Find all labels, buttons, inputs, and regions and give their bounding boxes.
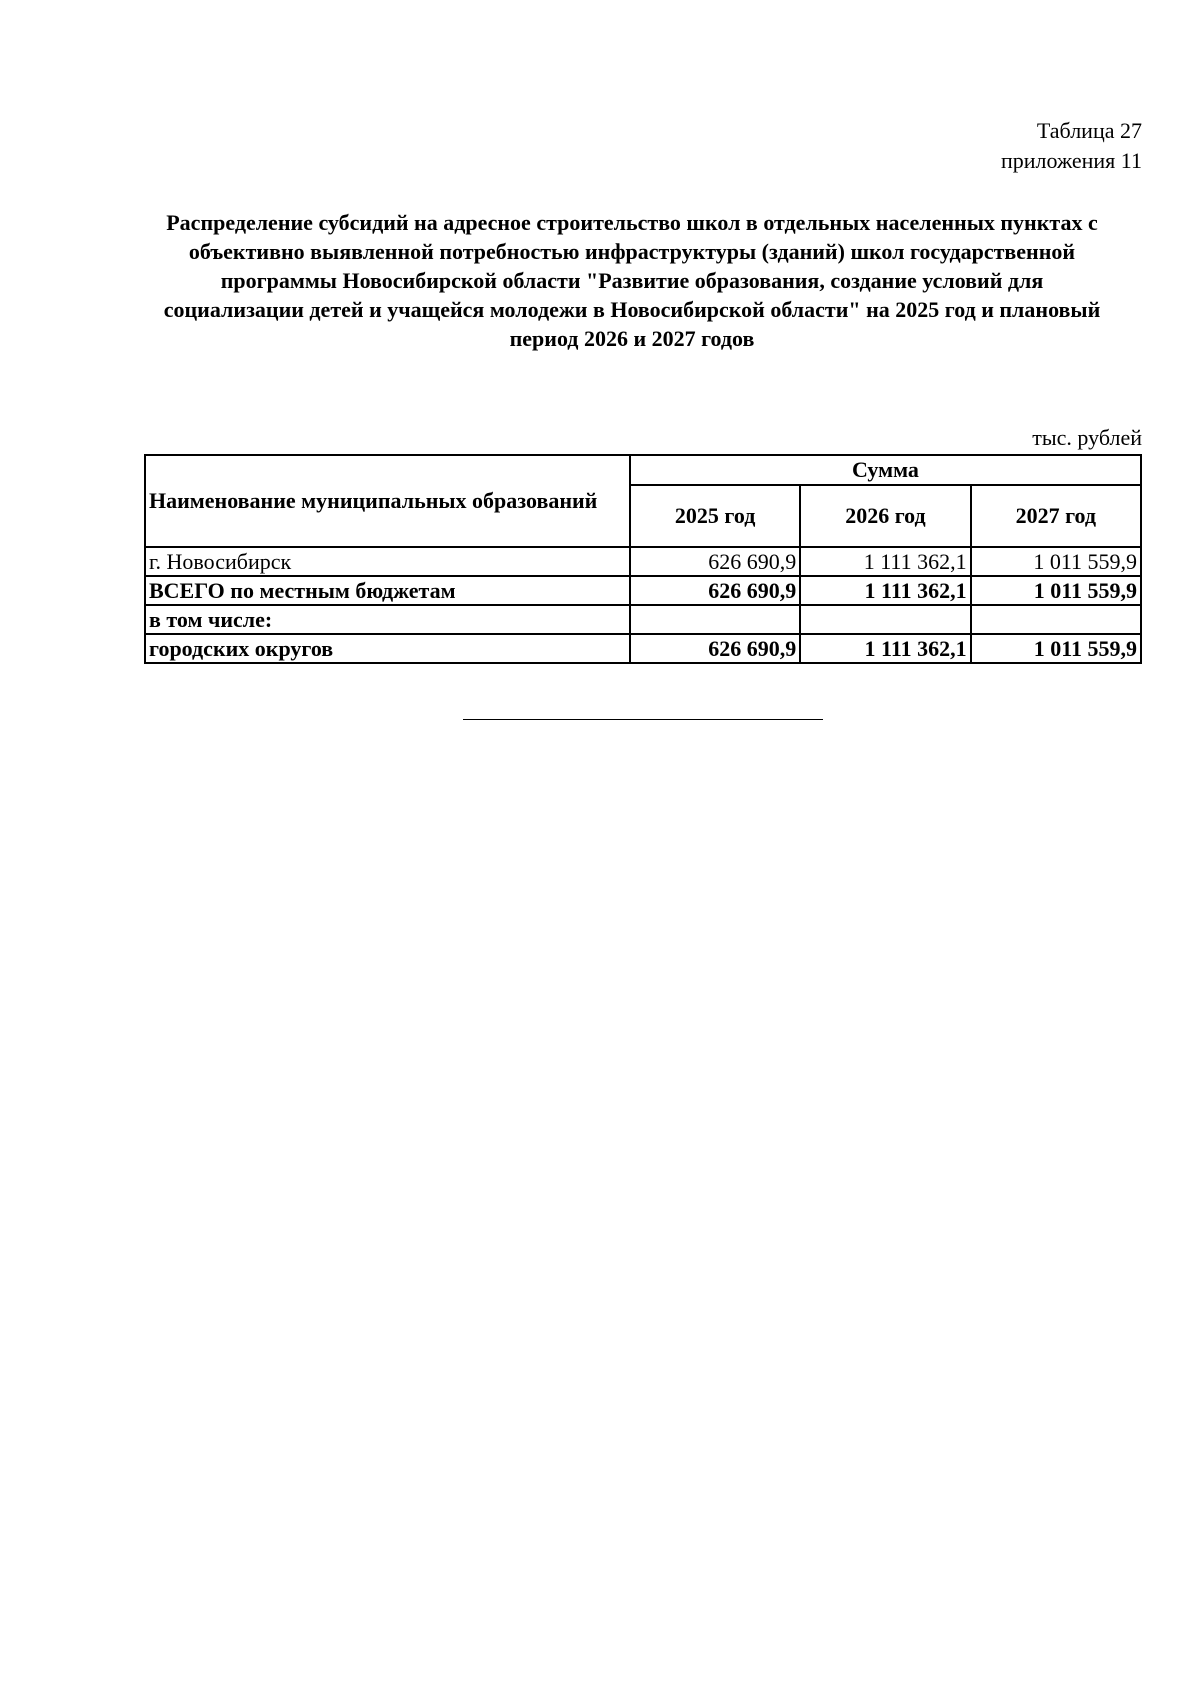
table-row-novosibirsk [145,547,1141,576]
value-cell-2026: 1 111 362,1 [800,547,970,576]
row-name-cell: г. Новосибирск [145,547,630,576]
row-name-cell: ВСЕГО по местным бюджетам [145,576,630,605]
title-line: программы Новосибирской области "Развитие образования, создание условий для [220,268,1044,293]
value-cell-2025 [630,605,800,634]
row-name-cell: в том числе: [145,605,630,634]
value-cell-2026: 1 111 362,1 [800,576,970,605]
value-cell-2026 [800,605,970,634]
unit-label: тыс. рублей [1032,425,1142,450]
value-cell-2027: 1 011 559,9 [971,547,1141,576]
subsidies-table [144,454,1142,664]
title-line: объективно выявленной потребностью инфраструктуры (зданий) школ государственной [188,239,1076,264]
value-cell-2026: 1 111 362,1 [800,634,970,663]
title-line: социализации детей и учащейся молодежи в Новосибирской области" на 2025 год и плановый [163,297,1101,322]
table-reference [1001,116,1142,176]
title-line: Распределение субсидий на адресное строительство школ в отдельных населенных пунктах с [166,210,1098,235]
value-cell-2025: 626 690,9 [630,547,800,576]
value-cell-2025: 626 690,9 [630,634,800,663]
table-header-row [145,455,1141,485]
column-header-name: Наименование муниципальных образований [145,455,630,547]
document-title [142,208,1122,353]
appendix-number-label: приложения 11 [1000,148,1142,173]
value-cell-2027 [971,605,1141,634]
value-cell-2025: 626 690,9 [630,576,800,605]
end-divider-line [463,719,823,720]
table-row-total [145,576,1141,605]
value-cell-2027: 1 011 559,9 [971,576,1141,605]
column-header-2026: 2026 год [800,485,970,547]
table-row-including [145,605,1141,634]
table-number-label: Таблица 27 [1036,118,1142,143]
column-header-2027: 2027 год [971,485,1141,547]
table-row-city-districts [145,634,1141,663]
column-header-2025: 2025 год [630,485,800,547]
value-cell-2027: 1 011 559,9 [971,634,1141,663]
title-line: период 2026 и 2027 годов [509,326,755,351]
row-name-cell: городских округов [145,634,630,663]
column-header-sum: Сумма [630,455,1141,485]
